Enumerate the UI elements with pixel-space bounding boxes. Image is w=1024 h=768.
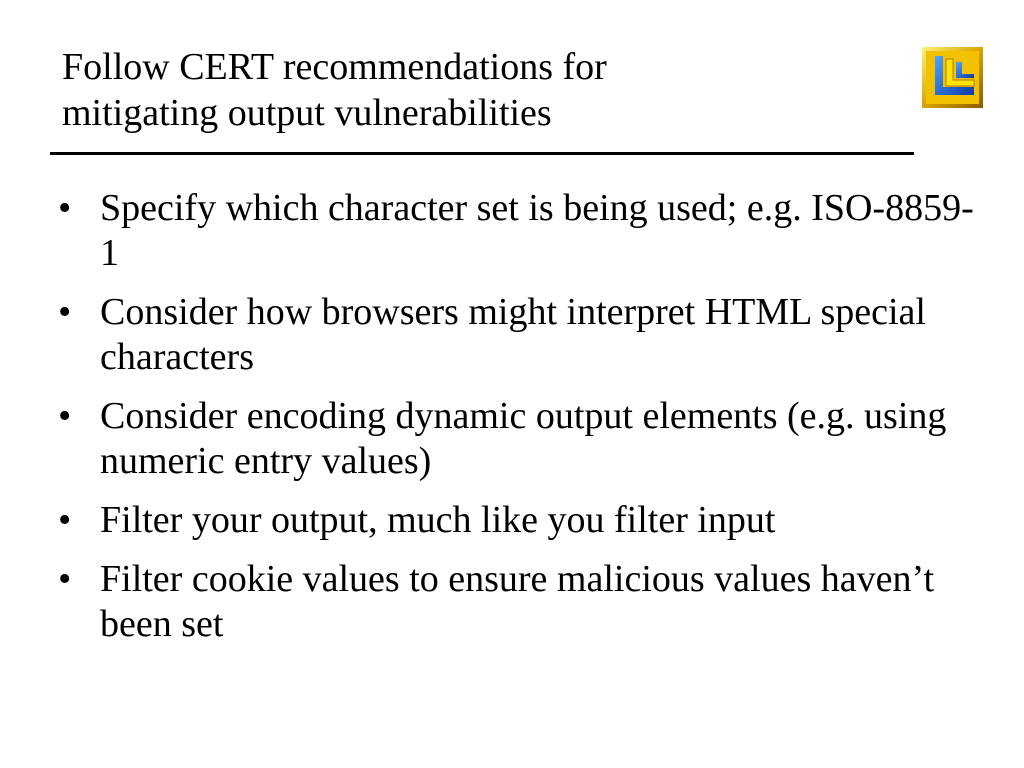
bullet-text: Consider how browsers might interpret HTML special characters	[100, 291, 926, 378]
title-underline	[50, 152, 914, 155]
bullet-glyph: •	[58, 187, 72, 229]
bullet-glyph: •	[58, 499, 72, 541]
list-item	[58, 186, 978, 276]
slide-title-line-1: Follow CERT recommendations for	[62, 46, 607, 88]
bullet-text: Filter your output, much like you filter input	[100, 499, 776, 541]
list-item	[58, 498, 978, 543]
llnl-logo-icon	[922, 47, 983, 108]
list-item	[58, 557, 978, 647]
slide-title-line-2: mitigating output vulnerabilities	[62, 92, 552, 134]
slide-title	[62, 44, 882, 136]
bullet-list	[58, 186, 978, 661]
bullet-glyph: •	[58, 395, 72, 437]
bullet-text: Specify which character set is being used; e.g. ISO-8859-1	[100, 187, 974, 274]
list-item	[58, 394, 978, 484]
bullet-text: Consider encoding dynamic output elements (e.g. using numeric entry values)	[100, 395, 947, 482]
bullet-glyph: •	[58, 558, 72, 600]
bullet-text: Filter cookie values to ensure malicious values haven’t been set	[100, 558, 935, 645]
list-item	[58, 290, 978, 380]
bullet-glyph: •	[58, 291, 72, 333]
